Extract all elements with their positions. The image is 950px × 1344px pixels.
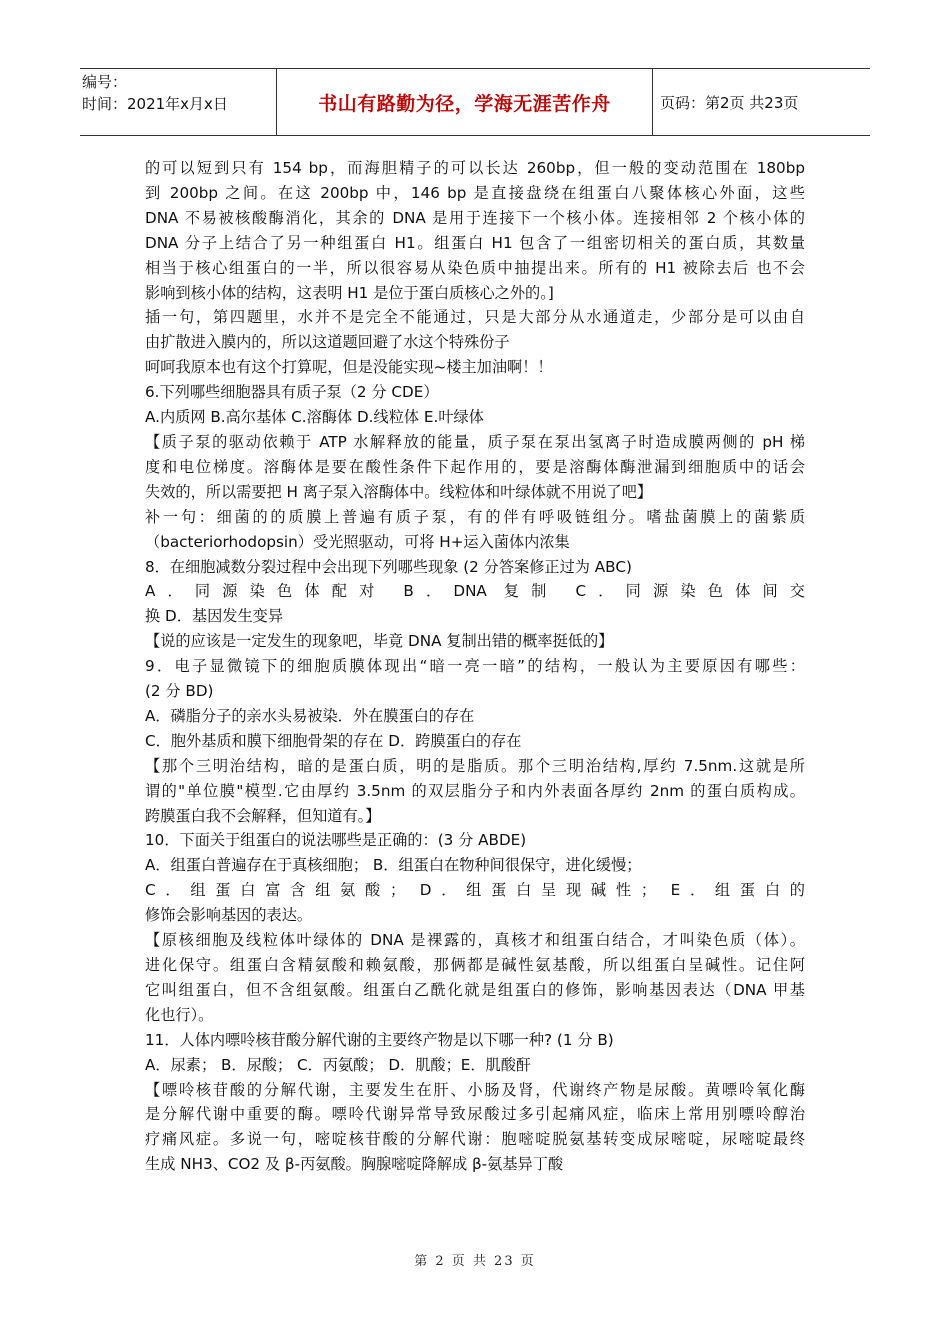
text-line: 它叫组蛋白，但不含组氨酸。组蛋白乙酰化就是组蛋白的修饰，影响基因表达（DNA 甲基 [145,980,805,999]
question-8: 8．在细胞减数分裂过程中会出现下列哪些现象 (2 分答案修正过为 ABC) [145,557,632,576]
number-label: 编号： [82,73,128,91]
header-meta [82,71,277,115]
question-10-options: C．组蛋白富含组氨酸； D．组蛋白呈现碱性； E．组蛋白的 [145,881,805,900]
text-line: 【质子泵的驱动依赖于 ATP 水解释放的能量，质子泵在泵出氢离子时造成膜两侧的 pH 梯 [145,432,805,451]
text-line: 生成 NH3、CO2 及 β-丙氨酸。胸腺嘧啶降解成 β-氨基异丁酸 [145,1155,564,1174]
page-header [80,68,870,136]
question-6-options: A.内质网 B.高尔基体 C.溶酶体 D.线粒体 E.叶绿体 [145,408,484,427]
text-line: 【原核细胞及线粒体叶绿体的 DNA 是裸露的，真核才和组蛋白结合，才叫染色质（体）。 [145,931,805,950]
text-line: 疗痛风症。多说一句，嘧啶核苷酸的分解代谢：胞嘧啶脱氨基转变成尿嘧啶，尿嘧啶最终 [145,1130,805,1149]
text-line: 【嘌呤核苷酸的分解代谢，主要发生在肝、小肠及肾，代谢终产物是尿酸。黄嘌呤氧化酶 [145,1080,805,1099]
text-line: DNA 分子上结合了另一种组蛋白 H1。组蛋白 H1 包含了一组密切相关的蛋白质，其数量 [145,233,805,252]
time-label: 时间：2021年x月x日 [82,95,228,113]
question-11-options: A．尿素； B．尿酸； C．丙氨酸； D．肌酸；E．肌酸酐 [145,1055,532,1074]
text-line: 谓的"单位膜"模型.它由厚约 3.5nm 的双层脂分子和内外表面各厚约 2nm 的蛋白质构成。 [145,781,805,800]
question-6: 6.下列哪些细胞器具有质子泵（2 分 CDE） [145,383,439,402]
text-line: 【那个三明治结构，暗的是蛋白质，明的是脂质。那个三明治结构,厚约 7.5nm.这就是所 [145,756,805,775]
text-line: 的可以短到只有 154 bp，而海胆精子的可以长达 260bp，但一般的变动范围在 180bp [145,159,805,177]
question-11: 11．人体内嘌呤核苷酸分解代谢的主要终产物是以下哪一种? (1 分 B) [145,1030,614,1049]
header-page-info: 页码：第2页 共23页 [660,93,799,112]
text-line: 度和电位梯度。溶酶体是要在酸性条件下起作用的，要是溶酶体酶泄漏到细胞质中的话会 [145,457,805,476]
text-line: 【说的应该是一定发生的现象吧，毕竟 DNA 复制出错的概率挺低的】 [145,632,614,651]
page-footer: 第 2 页 共 23 页 [414,1254,536,1269]
text-line: 补一句：细菌的的质膜上普遍有质子泵，有的伴有呼吸链组分。嗜盐菌膜上的菌紫质 [145,507,805,526]
text-line: 由扩散进入膜内的，所以这道题回避了水这个特殊份子 [145,333,510,352]
text-line: 影响到核小体的结构，这表明 H1 是位于蛋白质核心之外的。] [145,283,554,302]
question-8-options: A．同源染色体配对 B．DNA 复制 C．同源染色体间交 [145,582,805,601]
question-9: 9．电子显微镜下的细胞质膜体现出“暗一亮一暗”的结构，一般认为主要原因有哪些： [145,657,805,676]
document-body [145,156,805,1177]
text-line: DNA 不易被核酸酶消化，其余的 DNA 是用于连接下一个核小体。连接相邻 2 个核小体的 [145,208,805,227]
text-line: 到 200bp 之间。在这 200bp 中，146 bp 是直接盘绕在组蛋白八聚体核心外面，这些 [145,183,805,202]
text-line: 化也行）。 [145,1005,214,1024]
text-line: （bacteriorhodopsin）受光照驱动，可将 H+运入菌体内浓集 [145,532,570,551]
question-8-options: 换 D．基因发生变异 [145,607,284,626]
header-divider [652,69,653,135]
text-line: 是分解代谢中重要的酶。嘌呤代谢异常导致尿酸过多引起痛风症，临床上常用别嘌呤醇治 [145,1105,805,1124]
question-10-options: A．组蛋白普遍存在于真核细胞； B．组蛋白在物种间很保守，进化缓慢； [145,856,642,875]
question-10-options: 修饰会影响基因的表达。 [145,906,313,925]
text-line: 进化保守。组蛋白含精氨酸和赖氨酸，那俩都是碱性氨基酸，所以组蛋白呈碱性。记住阿 [145,956,805,974]
text-line: 跨膜蛋白我不会解释，但知道有。】 [145,806,381,825]
text-line: 呵呵我原本也有这个打算呢，但是没能实现~楼主加油啊！！ [145,358,553,377]
question-9-score: (2 分 BD) [145,682,214,701]
question-9-options: C．胞外基质和膜下细胞骨架的存在 D．跨膜蛋白的存在 [145,731,522,750]
question-10: 10．下面关于组蛋白的说法哪些是正确的：(3 分 ABDE) [145,831,527,850]
text-line: 相当于核心组蛋白的一半，所以很容易从染色质中抽提出来。所有的 H1 被除去后 也不会 [145,258,805,277]
text-line: 失效的，所以需要把 H 离子泵入溶酶体中。线粒体和叶绿体就不用说了吧】 [145,482,653,501]
question-9-options: A．磷脂分子的亲水头易被染．外在膜蛋白的存在 [145,706,475,725]
header-motto: 书山有路勤为径，学海无涯苦作舟 [318,92,611,115]
text-line: 插一句，第四题里，水并不是完全不能通过，只是大部分从水通道走，少部分是可以由自 [145,308,805,327]
